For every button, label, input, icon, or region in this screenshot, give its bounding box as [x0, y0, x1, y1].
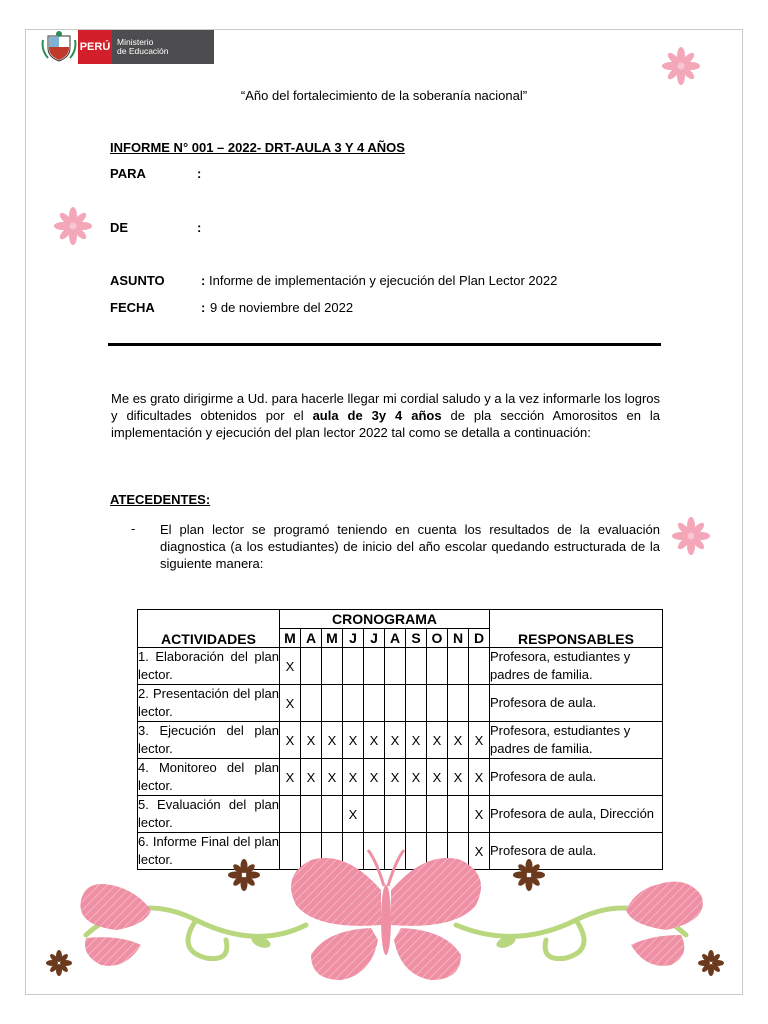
schedule-mark-cell: X	[469, 796, 490, 833]
schedule-mark-cell: X	[364, 722, 385, 759]
schedule-mark-cell	[322, 685, 343, 722]
responsible-cell: Profesora, estudiantes y padres de familia.	[490, 648, 663, 685]
schedule-mark-cell	[448, 685, 469, 722]
month-header: S	[406, 629, 427, 648]
schedule-mark-cell	[385, 796, 406, 833]
para-colon: :	[197, 166, 202, 181]
month-header: A	[385, 629, 406, 648]
schedule-mark-cell: X	[469, 722, 490, 759]
divider-rule	[108, 343, 661, 346]
peru-label: PERÚ	[78, 30, 112, 64]
responsible-cell: Profesora de aula.	[490, 685, 663, 722]
section-heading: ATECEDENTES:	[110, 492, 211, 507]
schedule-mark-cell: X	[343, 722, 364, 759]
report-title: INFORME N° 001 – 2022- DRT-AULA 3 Y 4 AÑOS	[110, 140, 405, 155]
year-motto: “Año del fortalecimiento de la soberanía nacional”	[240, 88, 528, 103]
schedule-mark-cell	[364, 796, 385, 833]
schedule-mark-cell	[343, 648, 364, 685]
pink-flower-icon	[661, 46, 701, 86]
month-header: J	[364, 629, 385, 648]
asunto-value: Informe de implementación y ejecución del Plan Lector 2022	[209, 273, 558, 288]
schedule-mark-cell	[322, 648, 343, 685]
schedule-mark-cell: X	[385, 722, 406, 759]
month-header: M	[322, 629, 343, 648]
de-label: DE	[110, 220, 129, 235]
ministry-label	[112, 30, 214, 64]
schedule-mark-cell: X	[385, 759, 406, 796]
schedule-mark-cell	[427, 796, 448, 833]
coat-of-arms-icon	[40, 30, 78, 64]
month-header: A	[301, 629, 322, 648]
header-schedule: CRONOGRAMA	[280, 610, 490, 629]
schedule-mark-cell	[301, 648, 322, 685]
schedule-mark-cell: X	[448, 759, 469, 796]
asunto-label: ASUNTO	[110, 273, 165, 288]
asunto-colon: :	[201, 273, 206, 288]
schedule-mark-cell: X	[301, 759, 322, 796]
activity-cell: 6. Informe Final del plan lector.	[138, 833, 280, 870]
responsible-cell: Profesora de aula, Dirección	[490, 796, 663, 833]
schedule-mark-cell: X	[406, 759, 427, 796]
butterfly-decoration	[26, 830, 742, 994]
background-bullet: El plan lector se programó teniendo en cuenta los resultados de la evaluación diagnostica (a los estudiantes) de inicio del año escolar quedando estructurada de la siguiente manera:	[160, 522, 660, 571]
intro-text-end: de pla sección Amorositos en la implementación y ejecución del plan lector 2022 tal como se detalla a continuación:	[111, 408, 660, 440]
fecha-label: FECHA	[110, 300, 155, 315]
schedule-mark-cell	[406, 685, 427, 722]
intro-bold: aula de 3y 4 años	[312, 408, 442, 423]
schedule-mark-cell	[322, 796, 343, 833]
table-row	[138, 685, 663, 722]
schedule-mark-cell: X	[280, 685, 301, 722]
schedule-mark-cell: X	[469, 833, 490, 870]
de-colon: :	[197, 220, 202, 235]
schedule-mark-cell	[448, 796, 469, 833]
fecha-colon: :	[201, 300, 206, 315]
schedule-mark-cell: X	[448, 722, 469, 759]
pink-flower-icon	[53, 206, 93, 246]
schedule-mark-cell: X	[280, 648, 301, 685]
pink-flower-icon	[671, 516, 711, 556]
responsible-cell: Profesora de aula.	[490, 759, 663, 796]
ministry-line-2: de Educación	[117, 46, 169, 56]
intro-paragraph	[111, 390, 660, 441]
ministry-logo	[40, 30, 214, 64]
month-header: N	[448, 629, 469, 648]
schedule-mark-cell	[448, 648, 469, 685]
activity-cell: 3. Ejecución del plan lector.	[138, 722, 280, 759]
schedule-mark-cell: X	[406, 722, 427, 759]
header-responsible: RESPONSABLES	[490, 610, 663, 648]
schedule-mark-cell: X	[343, 759, 364, 796]
schedule-mark-cell	[364, 648, 385, 685]
schedule-mark-cell: X	[469, 759, 490, 796]
table-row	[138, 648, 663, 685]
schedule-mark-cell: X	[427, 759, 448, 796]
schedule-mark-cell: X	[280, 759, 301, 796]
para-label: PARA	[110, 166, 146, 181]
month-header: J	[343, 629, 364, 648]
schedule-mark-cell	[280, 796, 301, 833]
schedule-mark-cell: X	[322, 722, 343, 759]
schedule-mark-cell	[427, 648, 448, 685]
fecha-value: 9 de noviembre del 2022	[210, 300, 354, 315]
schedule-mark-cell	[385, 685, 406, 722]
month-header: O	[427, 629, 448, 648]
schedule-mark-cell	[469, 685, 490, 722]
table-row	[138, 722, 663, 759]
schedule-mark-cell: X	[301, 722, 322, 759]
schedule-mark-cell: X	[280, 722, 301, 759]
schedule-mark-cell	[301, 796, 322, 833]
bullet-marker: -	[131, 521, 136, 536]
responsible-cell: Profesora, estudiantes y padres de familia.	[490, 722, 663, 759]
schedule-mark-cell: X	[343, 796, 364, 833]
activity-cell: 5. Evaluación del plan lector.	[138, 796, 280, 833]
activity-cell: 2. Presentación del plan lector.	[138, 685, 280, 722]
schedule-mark-cell	[343, 685, 364, 722]
schedule-mark-cell	[364, 685, 385, 722]
intro-text: Me es grato dirigirme a Ud. para hacerle llegar mi cordial saludo y a la vez informarle los logros y dificultades obtenidos por el	[111, 391, 660, 423]
table-row	[138, 796, 663, 833]
schedule-mark-cell	[427, 685, 448, 722]
table-row	[138, 759, 663, 796]
month-header: M	[280, 629, 301, 648]
month-header: D	[469, 629, 490, 648]
document-page	[25, 29, 743, 995]
schedule-mark-cell: X	[364, 759, 385, 796]
ministry-line-1: Ministerio	[117, 37, 154, 47]
activity-cell: 4. Monitoreo del plan lector.	[138, 759, 280, 796]
responsible-cell: Profesora de aula.	[490, 833, 663, 870]
schedule-mark-cell: X	[427, 722, 448, 759]
schedule-mark-cell: X	[322, 759, 343, 796]
schedule-mark-cell	[385, 648, 406, 685]
header-activities: ACTIVIDADES	[138, 610, 280, 648]
schedule-mark-cell	[406, 648, 427, 685]
schedule-mark-cell	[406, 796, 427, 833]
schedule-mark-cell	[301, 685, 322, 722]
activity-cell: 1. Elaboración del plan lector.	[138, 648, 280, 685]
schedule-mark-cell	[469, 648, 490, 685]
